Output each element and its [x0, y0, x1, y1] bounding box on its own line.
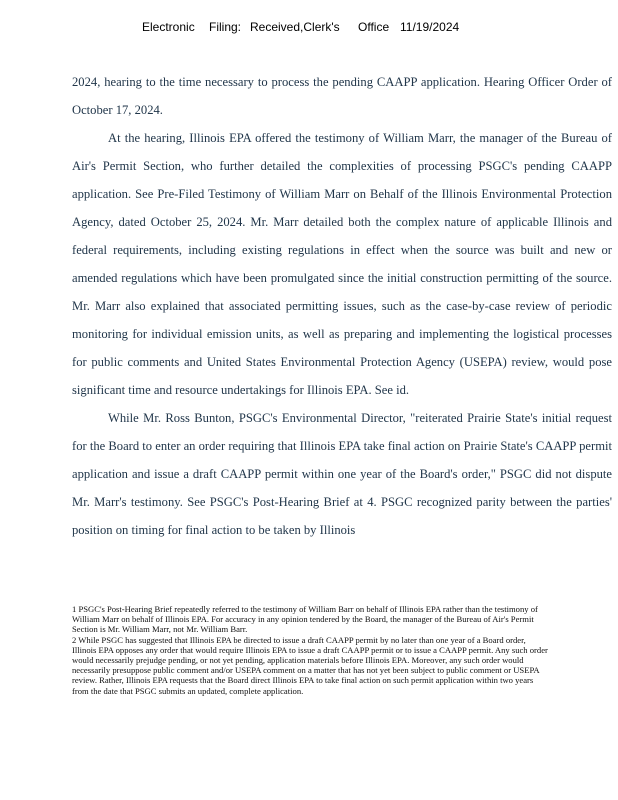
filing-stamp-filing: Filing:: [209, 20, 242, 34]
paragraph-hearing-testimony: At the hearing, Illinois EPA offered the testimony of William Marr, the manager of the Bureau of Air's Permit Section, who further detailed the complexities of processing PSGC's pending CAAPP application. See Pre-Filed Testimony of William Marr on Behalf of the Illinois Environmental Protection Agency, dated October 25, 2024. Mr. Marr detailed both the complex nature of applicable Illinois and federal requirements, including existing regulations in effect when the source was built and new or amended regulations which have been promulgated since the initial construction permitting of the source. Mr. Marr also explained that associated permitting issues, such as the case-by-case review of periodic monitoring for individual emission units, as well as preparing and implementing the logistical processes for public comments and United States Environmental Protection Agency (USEPA) review, would pose significant time and resource undertakings for Illinois EPA. See id.: [72, 131, 612, 397]
filing-stamp-date: 11/19/2024: [400, 20, 460, 34]
footnotes: [72, 604, 552, 696]
filing-stamp-received: Received,Clerk's: [250, 20, 340, 34]
filing-stamp-label: Electronic: [142, 20, 195, 34]
paragraph-continuation: 2024, hearing to the time necessary to process the pending CAAPP application. Hearing Officer Order of October 17, 2024.: [72, 75, 612, 117]
paragraph-psgc-position: While Mr. Ross Bunton, PSGC's Environmental Director, "reiterated Prairie State's initial request for the Board to enter an order requiring that Illinois EPA take final action on Prairie State's CAAPP permit application and issue a draft CAAPP permit within one year of the Board's order," PSGC did not dispute Mr. Marr's testimony. See PSGC's Post-Hearing Brief at 4. PSGC recognized parity between the parties' position on timing for final action to be taken by Illinois: [72, 411, 612, 537]
footnote-1: 1 PSGC's Post-Hearing Brief repeatedly referred to the testimony of William Barr on behalf of Illinois EPA rather than the testimony of William Marr on behalf of Illinois EPA. For accuracy in any opinion tendered by the Board, the manager of the Bureau of Air's Permit Section is Mr. William Marr, not Mr. William Barr.: [72, 604, 538, 635]
document-body: [72, 68, 612, 544]
filing-stamp-office: Office: [358, 20, 390, 34]
footnote-2: 2 While PSGC has suggested that Illinois EPA be directed to issue a draft CAAPP permit by no later than one year of a Board order, Illinois EPA opposes any order that would require Illinois EPA to issue a draft CAAPP permit or to issue a CAAPP permit. Any such order would necessarily prejudge pending, or not yet pending, application materials before Illinois EPA. Moreover, any such order would necessarily presuppose public comment and/or USEPA comment on a matter that has not yet been subject to public comment or USEPA review. Rather, Illinois EPA requests that the Board direct Illinois EPA to take final action on such permit application within two years from the date that PSGC submits an updated, complete application.: [72, 634, 548, 696]
